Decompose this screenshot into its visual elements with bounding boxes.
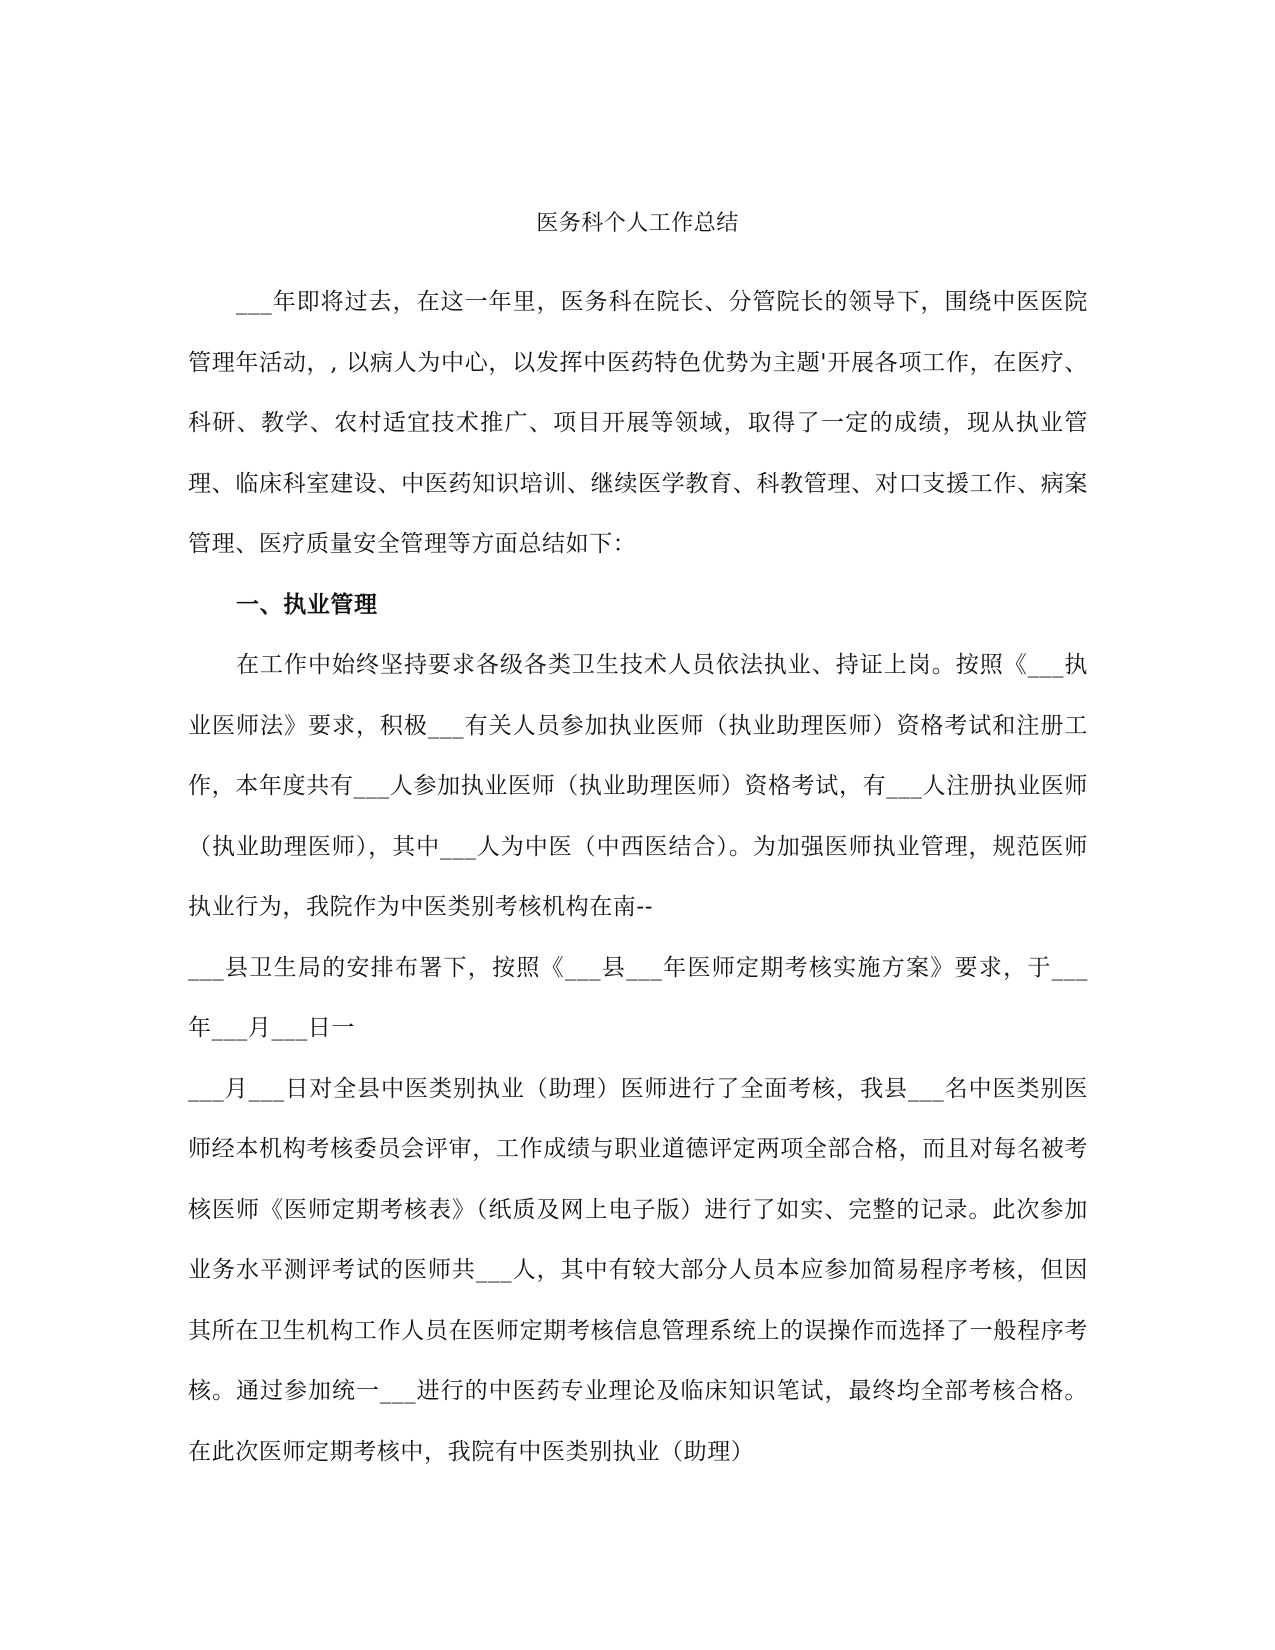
section-heading-practice-management: 一、执业管理 <box>236 590 378 618</box>
practice-management-continuation-2: ___月___日对全县中医类别执业（助理）医师进行了全面考核，我县___名中医类别医师经本机构考核委员会评审，工作成绩与职业道德评定两项全部合格，而且对每名被考核医师《医师定期考核表》（纸质及网上电子版）进行了如实、完整的记录。此次参加业务水平测评考试的医师共___人，其中有较大部分人员本应参加简易程序考核，但因其所在卫生机构工作人员在医师定期考核信息管理系统上的误操作而选择了一般程序考核。通过参加统一___进行的中医药专业理论及临床知识笔试，最终均全部考核合格。在此次医师定期考核中，我院有中医类别执业（助理） <box>188 1075 1088 1465</box>
document-body <box>188 272 1088 1482</box>
document-title: 医务科个人工作总结 <box>536 211 739 236</box>
intro-paragraph: ___年即将过去，在这一年里，医务科在院长、分管院长的领导下，围绕中医医院管理年活动，, 以病人为中心，以发挥中医药特色优势为主题'开展各项工作，在医疗、科研、教学、农村适宜技术推广、项目开展等领域，取得了一定的成绩，现从执业管理、临床科室建设、中医药知识培训、继续医学教育、科教管理、对口支援工作、病案管理、医疗质量安全管理等方面总结如下： <box>188 289 1088 557</box>
practice-management-paragraph: 在工作中始终坚持要求各级各类卫生技术人员依法执业、持证上岗。按照《___执业医师法》要求，积极___有关人员参加执业医师（执业助理医师）资格考试和注册工作，本年度共有___人参加执业医师（执业助理医师）资格考试，有___人注册执业医师（执业助理医师），其中___人为中医（中西医结合）。为加强医师执业管理，规范医师执业行为，我院作为中医类别考核机构在南-- <box>188 652 1088 920</box>
practice-management-continuation-1: ___县卫生局的安排布署下，按照《___县___年医师定期考核实施方案》要求，于___年___月___日一 <box>188 954 1088 1041</box>
